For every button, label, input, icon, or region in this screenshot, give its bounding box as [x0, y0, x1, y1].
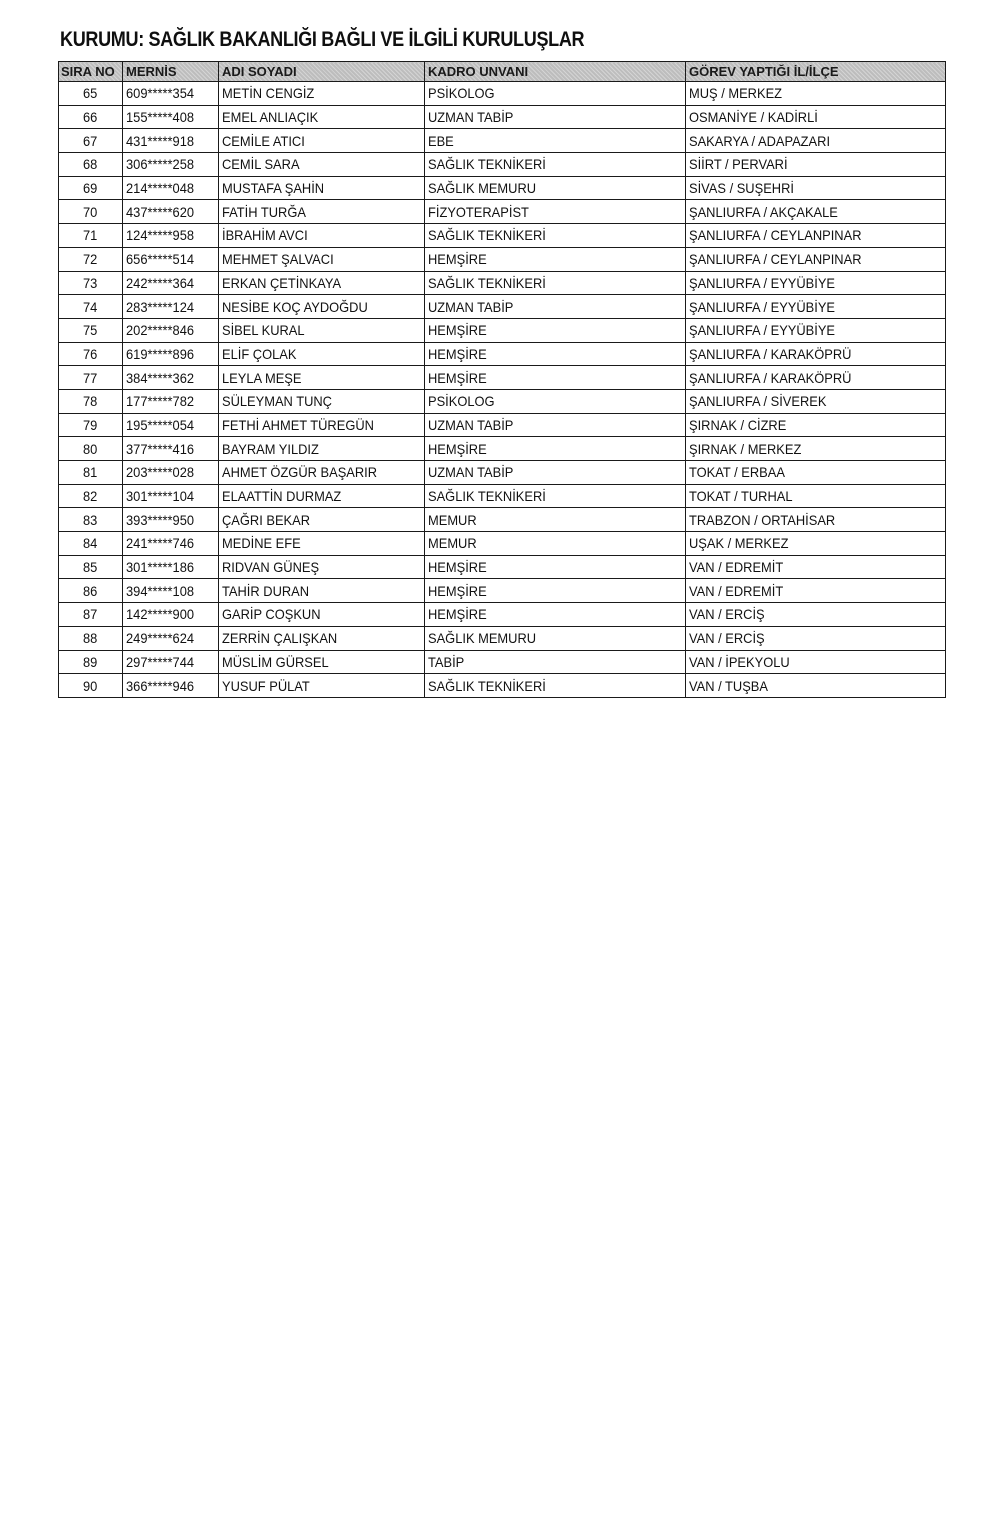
mernis-cell	[123, 437, 219, 461]
adi-soyadi-cell	[219, 461, 425, 485]
cell-text: MÜSLİM GÜRSEL	[222, 653, 329, 670]
sira-no-cell	[59, 461, 123, 485]
cell-text: 88	[82, 630, 98, 647]
gorev-yeri-cell	[686, 579, 946, 603]
cell-text: VAN / TUŞBA	[689, 677, 768, 694]
kadro-unvani-cell	[425, 105, 686, 129]
cell-text: ŞIRNAK / MERKEZ	[689, 440, 802, 457]
mernis-cell	[123, 413, 219, 437]
gorev-yeri-cell	[686, 413, 946, 437]
gorev-yeri-cell	[686, 532, 946, 556]
cell-text: SAĞLIK TEKNİKERİ	[428, 227, 546, 244]
table-row	[59, 603, 946, 627]
cell-text: 619*****896	[126, 345, 195, 362]
kadro-unvani-cell	[425, 271, 686, 295]
sira-no-cell	[59, 579, 123, 603]
sira-no-cell	[59, 342, 123, 366]
cell-text: FETHİ AHMET TÜREGÜN	[222, 416, 374, 433]
cell-text: NESİBE KOÇ AYDOĞDU	[222, 298, 368, 315]
cell-text: FATİH TURĞA	[222, 203, 306, 220]
sira-no-cell	[59, 437, 123, 461]
adi-soyadi-cell	[219, 295, 425, 319]
gorev-yeri-cell	[686, 508, 946, 532]
kadro-unvani-cell	[425, 437, 686, 461]
cell-text: 393*****950	[126, 511, 195, 528]
cell-text: BAYRAM YILDIZ	[222, 440, 319, 457]
sira-no-cell	[59, 82, 123, 106]
cell-text: SAĞLIK TEKNİKERİ	[428, 677, 546, 694]
adi-soyadi-cell	[219, 413, 425, 437]
adi-soyadi-cell	[219, 342, 425, 366]
sira-no-cell	[59, 176, 123, 200]
mernis-cell	[123, 176, 219, 200]
cell-text: 69	[82, 180, 98, 197]
mernis-cell	[123, 271, 219, 295]
adi-soyadi-cell	[219, 366, 425, 390]
cell-text: SİİRT / PERVARİ	[689, 156, 788, 173]
cell-text: 80	[82, 440, 98, 457]
gorev-yeri-cell	[686, 366, 946, 390]
column-header-mernis: MERNİS	[123, 62, 219, 82]
mernis-cell	[123, 389, 219, 413]
table-row	[59, 295, 946, 319]
cell-text: CEMİLE ATICI	[222, 132, 305, 149]
header-row	[59, 62, 946, 82]
cell-text: 90	[82, 677, 98, 694]
mernis-cell	[123, 461, 219, 485]
cell-text: 87	[82, 606, 98, 623]
table-row	[59, 82, 946, 106]
adi-soyadi-cell	[219, 271, 425, 295]
adi-soyadi-cell	[219, 579, 425, 603]
cell-text: HEMŞİRE	[428, 322, 487, 339]
cell-text: 75	[82, 322, 98, 339]
sira-no-cell	[59, 224, 123, 248]
sira-no-cell	[59, 295, 123, 319]
kadro-unvani-cell	[425, 650, 686, 674]
cell-text: 297*****744	[126, 653, 195, 670]
gorev-yeri-cell	[686, 318, 946, 342]
table-row	[59, 342, 946, 366]
table-row	[59, 626, 946, 650]
cell-text: 609*****354	[126, 85, 195, 102]
cell-text: 71	[82, 227, 98, 244]
cell-text: MEMUR	[428, 535, 477, 552]
table-header	[59, 62, 946, 82]
cell-text: SİVAS / SUŞEHRİ	[689, 180, 794, 197]
kadro-unvani-cell	[425, 224, 686, 248]
gorev-yeri-cell	[686, 200, 946, 224]
cell-text: 656*****514	[126, 251, 195, 268]
cell-text: İBRAHİM AVCI	[222, 227, 308, 244]
records-table	[58, 61, 946, 698]
adi-soyadi-cell	[219, 650, 425, 674]
kadro-unvani-cell	[425, 532, 686, 556]
kadro-unvani-cell	[425, 342, 686, 366]
cell-text: 65	[82, 85, 98, 102]
cell-text: EBE	[428, 132, 454, 149]
cell-text: UZMAN TABİP	[428, 464, 514, 481]
sira-no-cell	[59, 271, 123, 295]
cell-text: RIDVAN GÜNEŞ	[222, 559, 320, 576]
table-row	[59, 129, 946, 153]
cell-text: ŞIRNAK / CİZRE	[689, 416, 787, 433]
adi-soyadi-cell	[219, 176, 425, 200]
sira-no-cell	[59, 200, 123, 224]
cell-text: HEMŞİRE	[428, 369, 487, 386]
cell-text: SÜLEYMAN TUNÇ	[222, 393, 332, 410]
adi-soyadi-cell	[219, 82, 425, 106]
adi-soyadi-cell	[219, 437, 425, 461]
cell-text: TAHİR DURAN	[222, 582, 310, 599]
sira-no-cell	[59, 366, 123, 390]
kadro-unvani-cell	[425, 247, 686, 271]
kadro-unvani-cell	[425, 626, 686, 650]
adi-soyadi-cell	[219, 674, 425, 698]
mernis-cell	[123, 224, 219, 248]
mernis-cell	[123, 82, 219, 106]
cell-text: SAĞLIK MEMURU	[428, 630, 537, 647]
cell-text: 124*****958	[126, 227, 195, 244]
gorev-yeri-cell	[686, 176, 946, 200]
cell-text: VAN / EDREMİT	[689, 582, 784, 599]
cell-text: 202*****846	[126, 322, 195, 339]
mernis-cell	[123, 105, 219, 129]
cell-text: UZMAN TABİP	[428, 416, 514, 433]
gorev-yeri-cell	[686, 105, 946, 129]
table-row	[59, 461, 946, 485]
cell-text: 72	[82, 251, 98, 268]
mernis-cell	[123, 484, 219, 508]
cell-text: ŞANLIURFA / AKÇAKALE	[689, 203, 838, 220]
kadro-unvani-cell	[425, 555, 686, 579]
cell-text: 86	[82, 582, 98, 599]
adi-soyadi-cell	[219, 603, 425, 627]
kadro-unvani-cell	[425, 176, 686, 200]
kadro-unvani-cell	[425, 413, 686, 437]
gorev-yeri-cell	[686, 271, 946, 295]
adi-soyadi-cell	[219, 200, 425, 224]
cell-text: 366*****946	[126, 677, 195, 694]
cell-text: CEMİL SARA	[222, 156, 300, 173]
table-body	[59, 82, 946, 698]
mernis-cell	[123, 342, 219, 366]
sira-no-cell	[59, 153, 123, 177]
gorev-yeri-cell	[686, 295, 946, 319]
cell-text: ŞANLIURFA / CEYLANPINAR	[689, 251, 862, 268]
cell-text: FİZYOTERAPİST	[428, 203, 529, 220]
cell-text: ERKAN ÇETİNKAYA	[222, 274, 342, 291]
cell-text: AHMET ÖZGÜR BAŞARIR	[222, 464, 378, 481]
sira-no-cell	[59, 413, 123, 437]
table-row	[59, 247, 946, 271]
table-row	[59, 413, 946, 437]
cell-text: VAN / ERCİŞ	[689, 606, 765, 623]
cell-text: 306*****258	[126, 156, 195, 173]
table-row	[59, 484, 946, 508]
sira-no-cell	[59, 508, 123, 532]
kadro-unvani-cell	[425, 200, 686, 224]
mernis-cell	[123, 626, 219, 650]
cell-text: PSİKOLOG	[428, 393, 495, 410]
cell-text: 242*****364	[126, 274, 195, 291]
adi-soyadi-cell	[219, 484, 425, 508]
mernis-cell	[123, 650, 219, 674]
kadro-unvani-cell	[425, 389, 686, 413]
cell-text: 214*****048	[126, 180, 195, 197]
mernis-cell	[123, 508, 219, 532]
cell-text: TABİP	[428, 653, 465, 670]
table-row	[59, 674, 946, 698]
gorev-yeri-cell	[686, 153, 946, 177]
adi-soyadi-cell	[219, 105, 425, 129]
cell-text: 76	[82, 345, 98, 362]
cell-text: 84	[82, 535, 98, 552]
adi-soyadi-cell	[219, 626, 425, 650]
kadro-unvani-cell	[425, 295, 686, 319]
mernis-cell	[123, 153, 219, 177]
cell-text: 78	[82, 393, 98, 410]
kadro-unvani-cell	[425, 603, 686, 627]
cell-text: ŞANLIURFA / EYYÜBİYE	[689, 274, 836, 291]
gorev-yeri-cell	[686, 603, 946, 627]
table-row	[59, 153, 946, 177]
gorev-yeri-cell	[686, 555, 946, 579]
cell-text: SAĞLIK TEKNİKERİ	[428, 156, 546, 173]
mernis-cell	[123, 579, 219, 603]
cell-text: 85	[82, 559, 98, 576]
cell-text: 301*****186	[126, 559, 195, 576]
cell-text: 249*****624	[126, 630, 195, 647]
gorev-yeri-cell	[686, 626, 946, 650]
cell-text: ŞANLIURFA / CEYLANPINAR	[689, 227, 862, 244]
cell-text: MUSTAFA ŞAHİN	[222, 180, 325, 197]
kadro-unvani-cell	[425, 579, 686, 603]
mernis-cell	[123, 247, 219, 271]
column-header-gorev-yeri: GÖREV YAPTIĞI İL/İLÇE	[686, 62, 946, 82]
sira-no-cell	[59, 555, 123, 579]
cell-text: MEHMET ŞALVACI	[222, 251, 334, 268]
sira-no-cell	[59, 626, 123, 650]
cell-text: HEMŞİRE	[428, 582, 487, 599]
cell-text: 241*****746	[126, 535, 195, 552]
gorev-yeri-cell	[686, 247, 946, 271]
cell-text: 394*****108	[126, 582, 195, 599]
cell-text: ŞANLIURFA / EYYÜBİYE	[689, 322, 836, 339]
adi-soyadi-cell	[219, 224, 425, 248]
gorev-yeri-cell	[686, 461, 946, 485]
table-row	[59, 650, 946, 674]
gorev-yeri-cell	[686, 437, 946, 461]
kadro-unvani-cell	[425, 674, 686, 698]
column-header-adi-soyadi: ADI SOYADI	[219, 62, 425, 82]
cell-text: UZMAN TABİP	[428, 298, 514, 315]
gorev-yeri-cell	[686, 129, 946, 153]
cell-text: 195*****054	[126, 416, 195, 433]
mernis-cell	[123, 366, 219, 390]
gorev-yeri-cell	[686, 484, 946, 508]
mernis-cell	[123, 532, 219, 556]
adi-soyadi-cell	[219, 508, 425, 532]
adi-soyadi-cell	[219, 555, 425, 579]
cell-text: ŞANLIURFA / KARAKÖPRÜ	[689, 369, 852, 386]
page-title: KURUMU: SAĞLIK BAKANLIĞI BAĞLI VE İLGİLİ KURULUŞLAR	[60, 28, 585, 51]
cell-text: 384*****362	[126, 369, 195, 386]
cell-text: 82	[82, 488, 98, 505]
cell-text: TOKAT / TURHAL	[689, 488, 793, 505]
adi-soyadi-cell	[219, 318, 425, 342]
mernis-cell	[123, 603, 219, 627]
cell-text: 89	[82, 653, 98, 670]
gorev-yeri-cell	[686, 389, 946, 413]
cell-text: ELAATTİN DURMAZ	[222, 488, 342, 505]
cell-text: METİN CENGİZ	[222, 85, 315, 102]
cell-text: ZERRİN ÇALIŞKAN	[222, 630, 338, 647]
sira-no-cell	[59, 603, 123, 627]
cell-text: ŞANLIURFA / SİVEREK	[689, 393, 827, 410]
cell-text: SAĞLIK MEMURU	[428, 180, 537, 197]
cell-text: UZMAN TABİP	[428, 109, 514, 126]
table-row	[59, 105, 946, 129]
kadro-unvani-cell	[425, 508, 686, 532]
mernis-cell	[123, 555, 219, 579]
cell-text: TOKAT / ERBAA	[689, 464, 785, 481]
table-row	[59, 271, 946, 295]
cell-text: SAĞLIK TEKNİKERİ	[428, 488, 546, 505]
table-row	[59, 389, 946, 413]
cell-text: 377*****416	[126, 440, 195, 457]
cell-text: VAN / İPEKYOLU	[689, 653, 790, 670]
mernis-cell	[123, 200, 219, 224]
adi-soyadi-cell	[219, 153, 425, 177]
kadro-unvani-cell	[425, 82, 686, 106]
column-header-kadro-unvani: KADRO UNVANI	[425, 62, 686, 82]
cell-text: ÇAĞRI BEKAR	[222, 511, 311, 528]
cell-text: 68	[82, 156, 98, 173]
mernis-cell	[123, 129, 219, 153]
kadro-unvani-cell	[425, 366, 686, 390]
cell-text: 73	[82, 274, 98, 291]
table-row	[59, 366, 946, 390]
sira-no-cell	[59, 389, 123, 413]
cell-text: YUSUF PÜLAT	[222, 677, 310, 694]
cell-text: HEMŞİRE	[428, 251, 487, 268]
table-row	[59, 200, 946, 224]
cell-text: 142*****900	[126, 606, 195, 623]
cell-text: TRABZON / ORTAHİSAR	[689, 511, 836, 528]
gorev-yeri-cell	[686, 342, 946, 366]
cell-text: SİBEL KURAL	[222, 322, 305, 339]
table-row	[59, 555, 946, 579]
column-header-sira-no: SIRA NO	[59, 62, 123, 82]
mernis-cell	[123, 295, 219, 319]
mernis-cell	[123, 674, 219, 698]
kadro-unvani-cell	[425, 129, 686, 153]
cell-text: LEYLA MEŞE	[222, 369, 302, 386]
cell-text: UŞAK / MERKEZ	[689, 535, 789, 552]
gorev-yeri-cell	[686, 674, 946, 698]
cell-text: 283*****124	[126, 298, 195, 315]
cell-text: OSMANİYE / KADİRLİ	[689, 109, 818, 126]
cell-text: PSİKOLOG	[428, 85, 495, 102]
table-row	[59, 508, 946, 532]
table-row	[59, 318, 946, 342]
sira-no-cell	[59, 105, 123, 129]
cell-text: 79	[82, 416, 98, 433]
table-row	[59, 224, 946, 248]
mernis-cell	[123, 318, 219, 342]
cell-text: SAĞLIK TEKNİKERİ	[428, 274, 546, 291]
cell-text: 66	[82, 109, 98, 126]
table-row	[59, 176, 946, 200]
kadro-unvani-cell	[425, 484, 686, 508]
cell-text: HEMŞİRE	[428, 440, 487, 457]
cell-text: MEMUR	[428, 511, 477, 528]
cell-text: EMEL ANLIAÇIK	[222, 109, 319, 126]
cell-text: 301*****104	[126, 488, 195, 505]
sira-no-cell	[59, 674, 123, 698]
sira-no-cell	[59, 484, 123, 508]
cell-text: VAN / ERCİŞ	[689, 630, 765, 647]
sira-no-cell	[59, 318, 123, 342]
gorev-yeri-cell	[686, 82, 946, 106]
cell-text: ŞANLIURFA / EYYÜBİYE	[689, 298, 836, 315]
cell-text: 155*****408	[126, 109, 195, 126]
cell-text: 437*****620	[126, 203, 195, 220]
kadro-unvani-cell	[425, 461, 686, 485]
cell-text: HEMŞİRE	[428, 606, 487, 623]
cell-text: 203*****028	[126, 464, 195, 481]
cell-text: 74	[82, 298, 98, 315]
cell-text: 431*****918	[126, 132, 195, 149]
cell-text: GARİP COŞKUN	[222, 606, 321, 623]
cell-text: MUŞ / MERKEZ	[689, 85, 783, 102]
sira-no-cell	[59, 650, 123, 674]
cell-text: 67	[82, 132, 98, 149]
sira-no-cell	[59, 247, 123, 271]
cell-text: 83	[82, 511, 98, 528]
cell-text: HEMŞİRE	[428, 345, 487, 362]
kadro-unvani-cell	[425, 153, 686, 177]
cell-text: 177*****782	[126, 393, 195, 410]
table-row	[59, 579, 946, 603]
sira-no-cell	[59, 129, 123, 153]
cell-text: VAN / EDREMİT	[689, 559, 784, 576]
adi-soyadi-cell	[219, 129, 425, 153]
cell-text: 81	[82, 464, 98, 481]
kadro-unvani-cell	[425, 318, 686, 342]
cell-text: ŞANLIURFA / KARAKÖPRÜ	[689, 345, 852, 362]
cell-text: ELİF ÇOLAK	[222, 345, 297, 362]
adi-soyadi-cell	[219, 532, 425, 556]
cell-text: 70	[82, 203, 98, 220]
cell-text: 77	[82, 369, 98, 386]
gorev-yeri-cell	[686, 224, 946, 248]
adi-soyadi-cell	[219, 247, 425, 271]
table-row	[59, 532, 946, 556]
table-row	[59, 437, 946, 461]
cell-text: SAKARYA / ADAPAZARI	[689, 132, 831, 149]
adi-soyadi-cell	[219, 389, 425, 413]
cell-text: MEDİNE EFE	[222, 535, 301, 552]
sira-no-cell	[59, 532, 123, 556]
gorev-yeri-cell	[686, 650, 946, 674]
cell-text: HEMŞİRE	[428, 559, 487, 576]
